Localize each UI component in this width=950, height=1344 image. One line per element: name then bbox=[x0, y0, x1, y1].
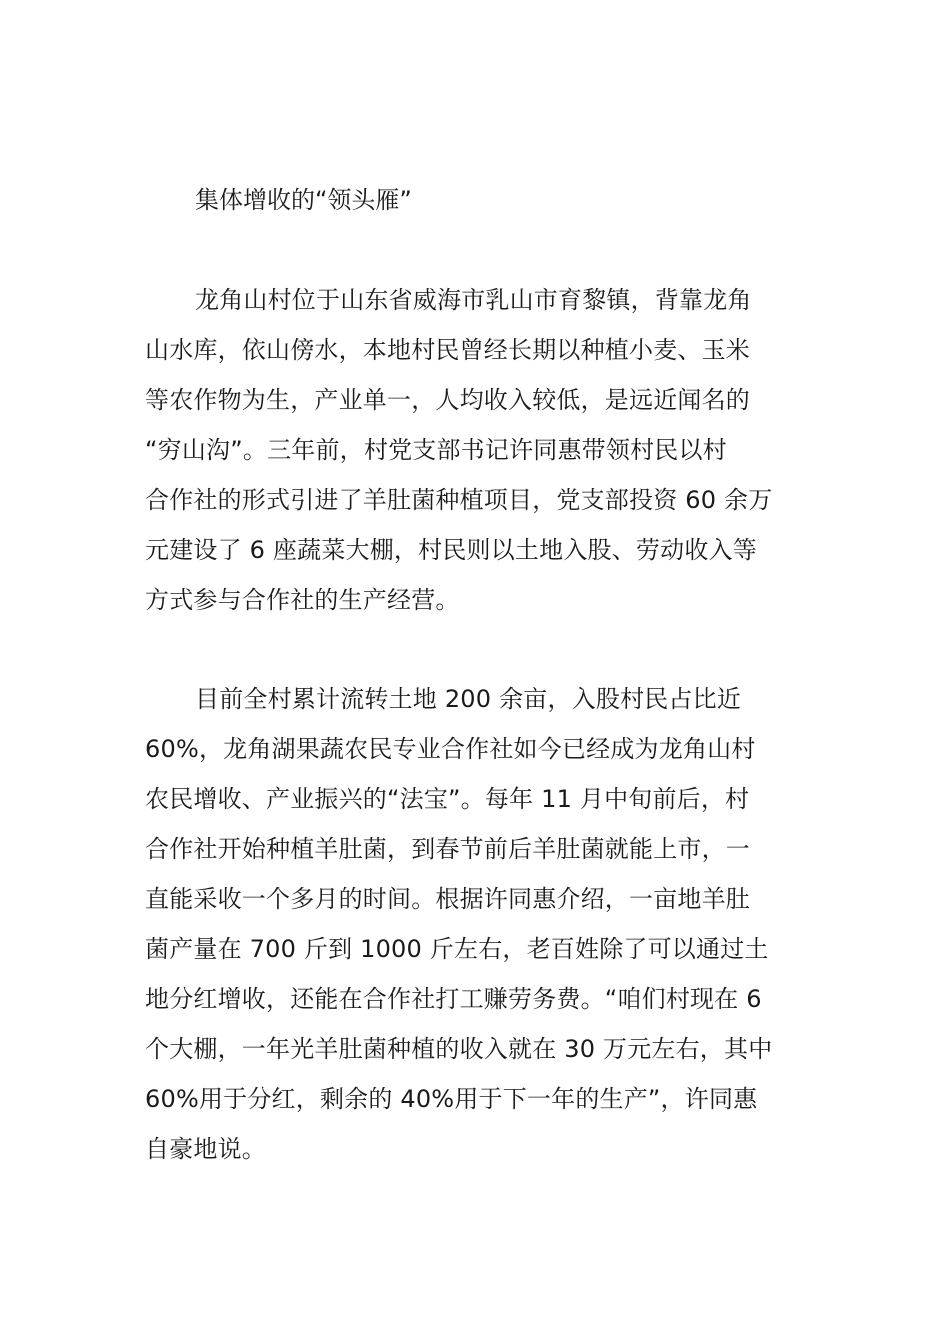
paragraph-line: 合作社的形式引进了羊肚菌种植项目，党支部投资 60 余万 bbox=[145, 486, 773, 514]
paragraph-line: 地分红增收，还能在合作社打工赚劳务费。“咱们村现在 6 bbox=[145, 985, 762, 1013]
paragraph-line: 目前全村累计流转土地 200 余亩，入股村民占比近 bbox=[195, 685, 742, 713]
paragraph-line: 直能采收一个多月的时间。根据许同惠介绍，一亩地羊肚 bbox=[145, 885, 750, 913]
paragraph-line: 60%用于分红，剩余的 40%用于下一年的生产”，许同惠 bbox=[145, 1085, 758, 1113]
paragraph-line: 元建设了 6 座蔬菜大棚，村民则以土地入股、劳动收入等 bbox=[145, 536, 757, 564]
paragraph-village-intro bbox=[145, 275, 810, 625]
paragraph-line: 山水库，依山傍水，本地村民曾经长期以种植小麦、玉米 bbox=[145, 336, 750, 364]
paragraph-line: 个大棚，一年光羊肚菌种植的收入就在 30 万元左右，其中 bbox=[145, 1035, 773, 1063]
paragraph-line: 60%，龙角湖果蔬农民专业合作社如今已经成为龙角山村 bbox=[145, 735, 756, 763]
paragraph-line: 方式参与合作社的生产经营。 bbox=[145, 586, 460, 614]
paragraph-line: “穷山沟”。三年前，村党支部书记许同惠带领村民以村 bbox=[145, 436, 727, 464]
section-heading: 集体增收的“领头雁” bbox=[195, 186, 412, 214]
paragraph-line: 农民增收、产业振兴的“法宝”。每年 11 月中旬前后，村 bbox=[145, 785, 750, 813]
paragraph-line: 菌产量在 700 斤到 1000 斤左右，老百姓除了可以通过土 bbox=[145, 935, 769, 963]
paragraph-line: 龙角山村位于山东省威海市乳山市育黎镇，背靠龙角 bbox=[195, 286, 752, 314]
paragraph-cooperative-income bbox=[145, 674, 810, 1174]
paragraph-line: 合作社开始种植羊肚菌，到春节前后羊肚菌就能上市，一 bbox=[145, 835, 750, 863]
paragraph-line: 等农作物为生，产业单一，人均收入较低，是远近闻名的 bbox=[145, 386, 750, 414]
paragraph-line: 自豪地说。 bbox=[145, 1135, 266, 1163]
